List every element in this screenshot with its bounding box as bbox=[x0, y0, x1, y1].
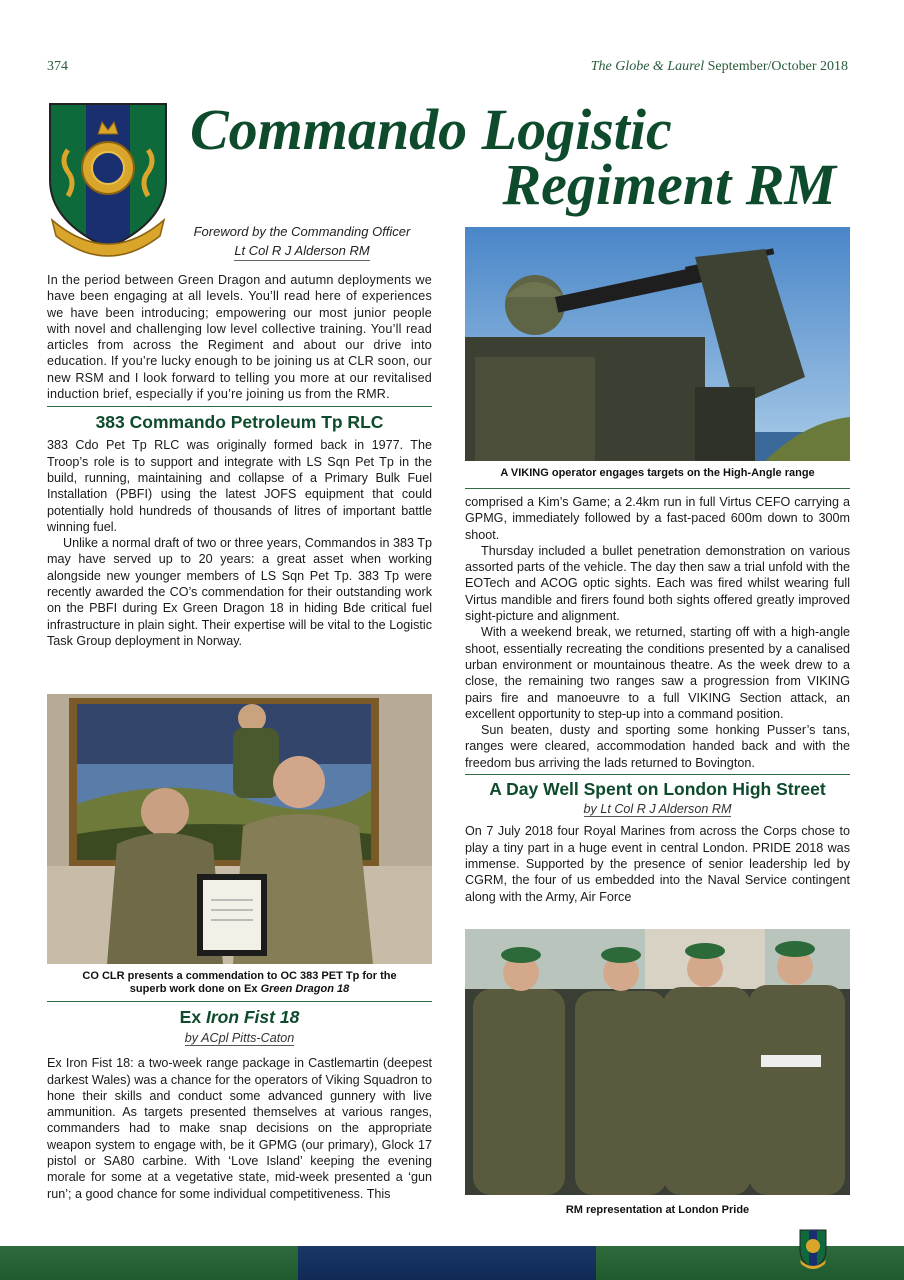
foreword-byline bbox=[186, 222, 418, 261]
pride-photo bbox=[465, 929, 850, 1195]
running-header bbox=[591, 59, 848, 75]
right-column-text bbox=[465, 494, 850, 905]
ironfist-paragraph-2: comprised a Kim’s Game; a 2.4km run in full Virtus CEFO carrying a GPMG, immediately followed by a fast-paced 600m down to 300m shoot. bbox=[465, 495, 850, 542]
left-column-top bbox=[47, 272, 432, 649]
foreword-author: Lt Col R J Alderson RM bbox=[234, 241, 369, 261]
section-heading-london: A Day Well Spent on London High Street bbox=[465, 774, 850, 800]
commendation-caption-italic: Green Dragon 18 bbox=[260, 983, 350, 995]
london-paragraph-1: On 7 July 2018 four Royal Marines from across the Corps chose to play a tiny part in a huge event in central London. PRIDE 2018 was immense. Supported by the presence of senior leadership led by CGRM, the four of us embedded into the Naval Service contingent along with the Army, Air Force bbox=[465, 824, 850, 904]
ironfist-byline-wrap bbox=[47, 1030, 432, 1046]
section-heading-383: 383 Commando Petroleum Tp RLC bbox=[47, 406, 432, 433]
foreword-label: Foreword by the Commanding Officer bbox=[193, 224, 411, 239]
section-383-paragraph-1: 383 Cdo Pet Tp RLC was originally formed back in 1977. The Troop’s role is to support and integrate with LS Sqn Pet Tp in the build, running, maintaining and collapse of a Primary Bulk Fuel Installation (PBFI) using the latest JOFS equipment that could potentially hold hundreds of thousands of litres of important battle winning fuel. bbox=[47, 438, 432, 534]
ironfist-paragraph-4: With a weekend break, we returned, starting off with a high-angle shoot, essentially recreating the conditions presented by a canalised urban environment or mountainous theatre. As the week drew to a close, the remaining two ranges saw a progression from VIKING pairs fire and manoeuvre to a full VIKING Section attack, an excellent opportunity to step-up into a command position. bbox=[465, 625, 850, 721]
ironfist-paragraph-5: Sun beaten, dusty and sporting some honking Pusser’s tans, ranges were cleared, accommodation handed back and with the freedom bus arriving the lads returned to Bovington. bbox=[465, 723, 850, 770]
viking-photo bbox=[465, 227, 850, 461]
commendation-caption bbox=[47, 970, 432, 1002]
article-title-line-2: Regiment RM bbox=[502, 152, 836, 217]
section-383-paragraph-2: Unlike a normal draft of two or three years, Commandos in 383 Tp may have served up to 20 years: a great asset when working alongside new younger members of LS Sqn Pet Tp. 383 Tp were recently awarded the CO’s commendation for their outstanding work on the PBFI during Ex Green Dragon 18 in hiding Bde critical fuel infrastructure in plain sight. Their expertise will be vital to the Logistic Task Group deployment in Norway. bbox=[47, 536, 432, 648]
page-number: 374 bbox=[47, 59, 68, 74]
london-byline-wrap bbox=[465, 801, 850, 817]
ironfist-byline: by ACpl Pitts-Caton bbox=[184, 1031, 295, 1045]
ironfist-heading-prefix: Ex bbox=[179, 1007, 202, 1027]
footer-green-left bbox=[0, 1246, 298, 1280]
footer-navy-center bbox=[298, 1246, 596, 1280]
regiment-crest bbox=[46, 100, 170, 260]
section-heading-ironfist bbox=[47, 1006, 432, 1028]
ironfist-paragraph-3: Thursday included a bullet penetration demonstration on various assorted parts of the vehicle. The day then saw a trial unfold with the EOTech and ACOG optic sights. Each was fired whilst wearing full Virtus mandible and firers found both sights offered greatly improved sight-picture and alignment. bbox=[465, 543, 850, 624]
commendation-photo bbox=[47, 694, 432, 964]
intro-paragraph: In the period between Green Dragon and autumn deployments we have been engaging at all levels. You’ll read here of experiences we have been introducing; empowering our most junior people with novel and challenging low level collective training. You’ll read articles from across the Regiment and about our drive into education. If you’re lucky enough to be joining us at CLR soon, our new RSM and I look forward to telling you more at our revitalised induction brief, especially if you’re joining us from the RMR. bbox=[47, 273, 432, 402]
london-byline: by Lt Col R J Alderson RM bbox=[583, 802, 732, 817]
issue-date: September/October 2018 bbox=[707, 59, 848, 74]
ironfist-paragraph-1: Ex Iron Fist 18: a two-week range package in Castlemartin (deepest darkest Wales) was a chance for the operators of Viking Squadron to hone their skills and conduct some advanced gunnery with live ammunition. As targets presented themselves at various ranges, commanders had to make snap decisions on the appropriate weapon system to engage with, be it GPMG (our primary), Glock 17 pistol or SA80 carbine. With ‘Love Island’ keeping the evening morale for some at a vegetative state, mid-week presented a ‘gun run’; a good chance for some individual competitiveness. This bbox=[47, 1056, 432, 1201]
commendation-caption-line-1: CO CLR presents a commendation to OC 383 PET Tp for the bbox=[82, 970, 397, 982]
viking-caption: A VIKING operator engages targets on the High-Angle range bbox=[465, 467, 850, 489]
ironfist-heading-italic: Iron Fist 18 bbox=[205, 1007, 300, 1027]
footer-band bbox=[0, 1246, 904, 1280]
footer-crest-icon bbox=[798, 1228, 828, 1270]
ironfist-section bbox=[47, 1006, 432, 1202]
pride-caption: RM representation at London Pride bbox=[565, 1204, 750, 1216]
magazine-name: The Globe & Laurel bbox=[590, 59, 705, 74]
footer-green-right bbox=[596, 1246, 904, 1280]
commendation-caption-prefix: superb work done on Ex bbox=[129, 983, 258, 995]
article-title-line-1: Commando Logistic bbox=[190, 97, 672, 162]
